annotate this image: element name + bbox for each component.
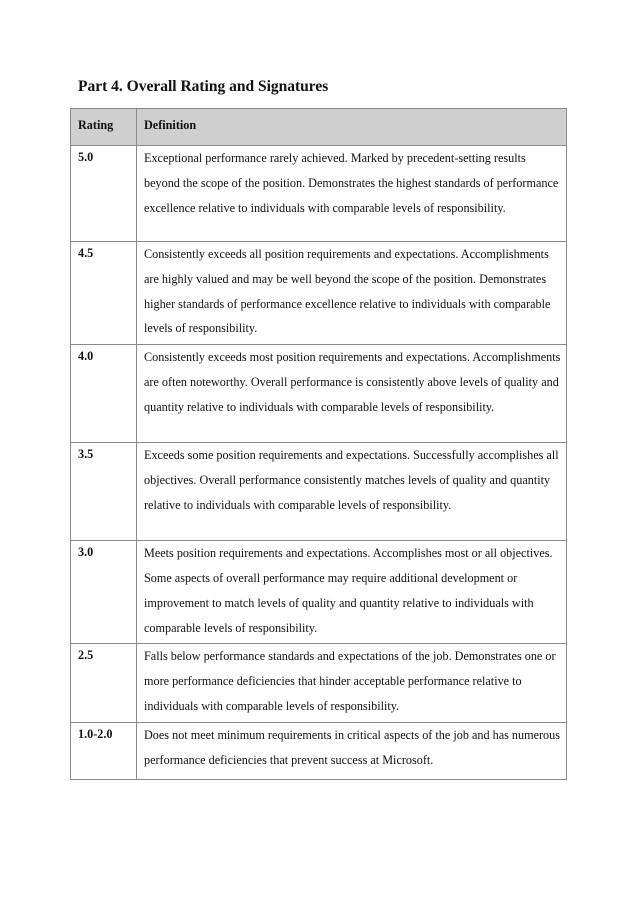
rating-value: 3.0 — [71, 541, 137, 644]
rating-definition: Meets position requirements and expectations. Accomplishes most or all objectives. Some aspects of overall performance may require additional development or improvement to match levels of quality and quantity relative to individuals with comparable levels of responsibility. — [137, 541, 567, 644]
rating-value: 1.0-2.0 — [71, 722, 137, 779]
definition-column-header: Definition — [137, 109, 567, 146]
table-row — [71, 345, 567, 443]
rating-value: 5.0 — [71, 146, 137, 242]
table-row — [71, 644, 567, 722]
rating-definition: Exceeds some position requirements and expectations. Successfully accomplishes all objectives. Overall performance consistently matches levels of quality and quantity relative to individuals with comparable levels of responsibility. — [137, 443, 567, 541]
table-row — [71, 722, 567, 779]
table-row — [71, 443, 567, 541]
table-header-row — [71, 109, 567, 146]
table-row — [71, 146, 567, 242]
rating-value: 2.5 — [71, 644, 137, 722]
rating-definition: Does not meet minimum requirements in critical aspects of the job and has numerous performance deficiencies that prevent success at Microsoft. — [137, 722, 567, 779]
rating-definition: Consistently exceeds most position requirements and expectations. Accomplishments are often noteworthy. Overall performance is consistently above levels of quality and quantity relative to individuals with comparable levels of responsibility. — [137, 345, 567, 443]
rating-definition: Consistently exceeds all position requirements and expectations. Accomplishments are highly valued and may be well beyond the scope of the position. Demonstrates higher standards of performance excellence relative to individuals with comparable levels of responsibility. — [137, 242, 567, 345]
rating-value: 4.5 — [71, 242, 137, 345]
table-row — [71, 541, 567, 644]
rating-value: 4.0 — [71, 345, 137, 443]
table-row — [71, 242, 567, 345]
rating-definition: Exceptional performance rarely achieved. Marked by precedent-setting results beyond the scope of the position. Demonstrates the highest standards of performance excellence relative to individuals with comparable levels of responsibility. — [137, 146, 567, 242]
rating-definitions-table — [70, 108, 567, 780]
rating-definition: Falls below performance standards and expectations of the job. Demonstrates one or more performance deficiencies that hinder acceptable performance relative to individuals with comparable levels of responsibility. — [137, 644, 567, 722]
section-heading: Part 4. Overall Rating and Signatures — [78, 78, 329, 95]
rating-value: 3.5 — [71, 443, 137, 541]
rating-column-header: Rating — [71, 109, 137, 146]
